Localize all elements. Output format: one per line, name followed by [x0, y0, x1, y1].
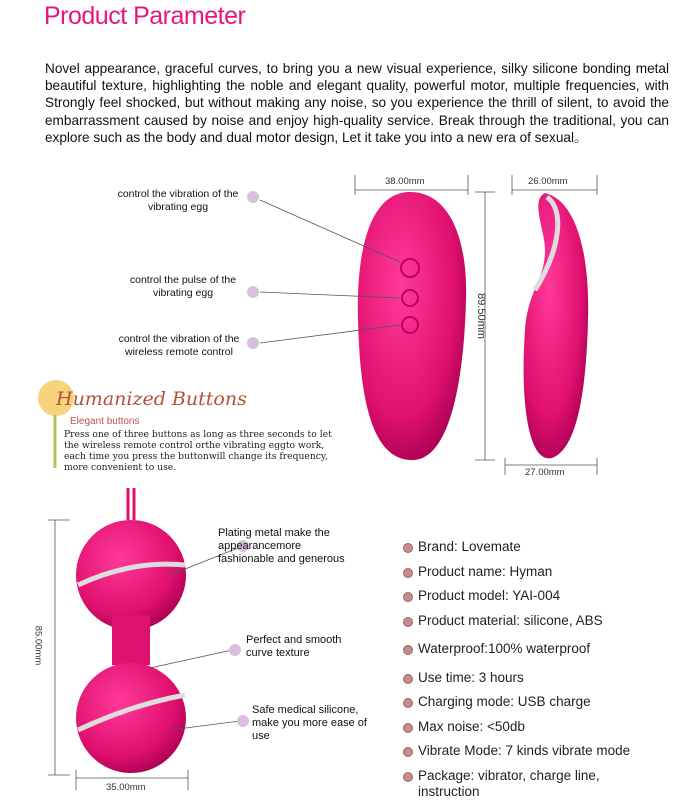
spec-text: Product model: YAI-004	[418, 588, 561, 603]
callout-pulse-egg: control the pulse of the vibrating egg	[129, 274, 237, 299]
spec-text: Max noise: <50db	[418, 719, 525, 734]
spec-item	[403, 641, 590, 656]
spec-text: Charging mode: USB charge	[418, 694, 591, 709]
bullet-icon	[403, 674, 413, 684]
spec-item	[403, 564, 552, 579]
dim-ball-height: 85.00mm	[32, 625, 44, 666]
callout-remote: control the vibration of the wireless remote control	[118, 333, 240, 358]
dim-front-width: 38.00mm	[385, 176, 425, 187]
spec-item	[403, 539, 521, 554]
bullet-icon	[403, 543, 413, 553]
spec-item	[403, 694, 591, 709]
spec-text: Brand: Lovemate	[418, 539, 521, 554]
bullet-icon	[403, 568, 413, 578]
humanized-title: Humanized Buttons	[56, 388, 247, 410]
bullet-icon	[403, 698, 413, 708]
dim-side-bottom: 27.00mm	[525, 467, 565, 478]
ball-bottom	[76, 663, 186, 773]
spec-item	[403, 768, 643, 800]
dim-egg-height: 89.50mm	[474, 293, 487, 339]
bullet-icon	[403, 747, 413, 757]
bullet-icon	[403, 772, 413, 782]
dim-ball-width: 35.00mm	[106, 782, 146, 793]
bullet-icon	[403, 723, 413, 733]
spec-text: Package: vibrator, charge line, instruction	[418, 768, 600, 799]
spec-text: Product material: silicone, ABS	[418, 613, 603, 628]
bullet-icon	[403, 617, 413, 627]
spec-text: Product name: Hyman	[418, 564, 553, 579]
dim-side-width: 26.00mm	[528, 176, 568, 187]
humanized-subtitle: Elegant buttons	[70, 416, 140, 427]
callout-silicone: Safe medical silicone, make you more ease of use	[252, 704, 367, 742]
spec-item	[403, 743, 630, 758]
spec-item	[403, 588, 560, 603]
ball-top	[76, 520, 186, 630]
spec-text: Vibrate Mode: 7 kinds vibrate mode	[418, 743, 631, 758]
egg-front	[358, 192, 466, 460]
page-title: Product Parameter	[44, 2, 246, 30]
bullet-icon	[403, 592, 413, 602]
bullet-icon	[403, 645, 413, 655]
humanized-text: Press one of three buttons as long as three seconds to let the wireless remote control orthe vibrating eggto work, each time you press the buttonwill change its frequency, more convenient to use.	[64, 429, 332, 473]
spec-text: Use time: 3 hours	[418, 670, 524, 685]
spec-item	[403, 670, 524, 685]
callout-curve: Perfect and smooth curve texture	[246, 634, 342, 659]
spec-text: Waterproof:100% waterproof	[418, 641, 591, 656]
callout-plating: Plating metal make the appearancemore fashionable and generous	[218, 527, 345, 565]
spec-item	[403, 719, 525, 734]
callout-vibration-egg: control the vibration of the vibrating egg	[117, 188, 239, 213]
intro-paragraph: Novel appearance, graceful curves, to bring you a new visual experience, silky silicone bonding metal beautiful texture, highlighting the noble and elegant quality, powerful motor, multiple frequencies, with Strongly feel shocked, but without making any noise, so you experience the thrill of silent, to avoid the embarrassment caused by noise and enjoy high-quality service. Break through the traditional, you can explore such as the body and dual motor design, Let it take you into a new era of sexual。	[45, 61, 669, 145]
spec-item	[403, 613, 603, 628]
